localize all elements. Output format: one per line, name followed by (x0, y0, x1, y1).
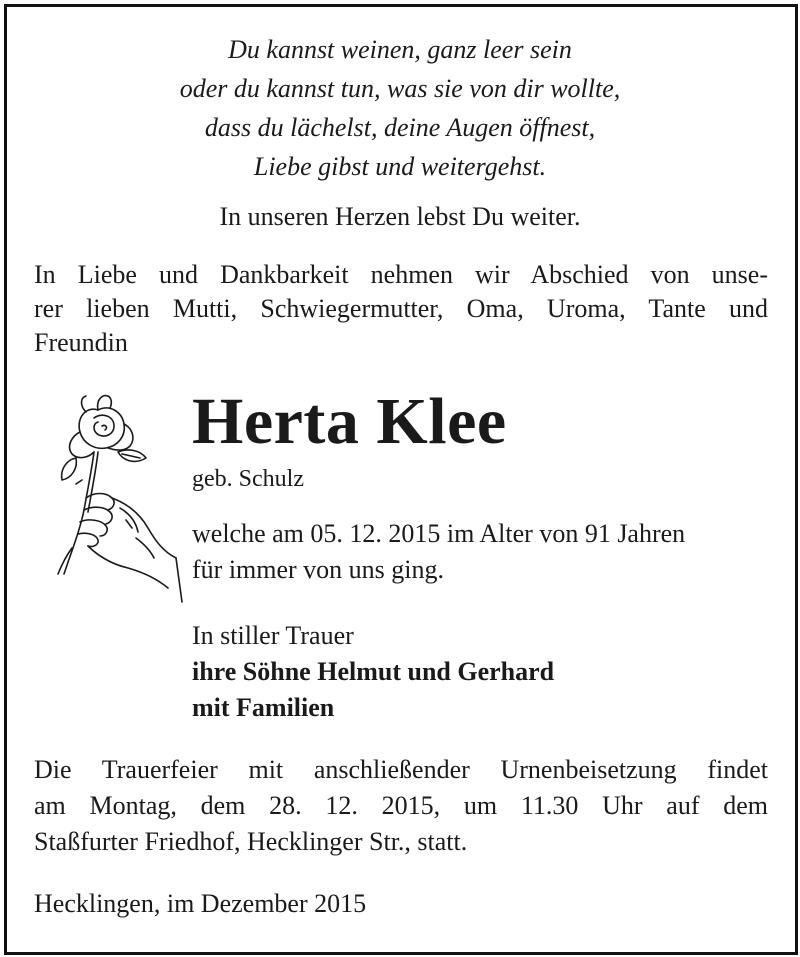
poem-line: Liebe gibst und weitergehst. (253, 152, 547, 181)
rose-in-hand-icon (36, 388, 186, 606)
funeral-line: am Montag, dem 28. 12. 2015, um 11.30 Uhr auf dem (34, 791, 768, 820)
death-info-line: welche am 05. 12. 2015 im Alter von 91 Jahren (192, 519, 686, 548)
farewell-line: In Liebe und Dankbarkeit nehmen wir Abschied von unse- (34, 260, 768, 289)
funeral-info (34, 752, 768, 860)
mourners (192, 618, 554, 726)
maiden-name: geb. Schulz (192, 466, 304, 492)
poem (0, 30, 800, 186)
farewell-line: rer lieben Mutti, Schwiegermutter, Oma, Uroma, Tante und (34, 294, 768, 323)
poem-line: Du kannst weinen, ganz leer sein (228, 35, 572, 64)
mourning-intro: In stiller Trauer (192, 621, 354, 650)
mourners-line: ihre Söhne Helmut und Gerhard (192, 657, 555, 686)
poem-line: dass du lächelst, deine Augen öffnest, (204, 113, 596, 142)
mourners-line: mit Familien (192, 693, 335, 722)
funeral-line: Die Trauerfeier mit anschließender Urnenbeisetzung findet (34, 755, 768, 784)
farewell-text (34, 258, 768, 360)
heart-line: In unseren Herzen lebst Du weiter. (219, 202, 581, 231)
funeral-line: Staßfurter Friedhof, Hecklinger Str., statt. (34, 827, 468, 856)
death-info-line: für immer von uns ging. (192, 555, 445, 584)
farewell-line: Freundin (34, 328, 128, 357)
deceased-name: Herta Klee (192, 385, 507, 458)
poem-line: oder du kannst tun, was sie von dir wollte, (179, 74, 621, 103)
place-and-date: Hecklingen, im Dezember 2015 (34, 889, 367, 918)
death-info (192, 516, 768, 588)
